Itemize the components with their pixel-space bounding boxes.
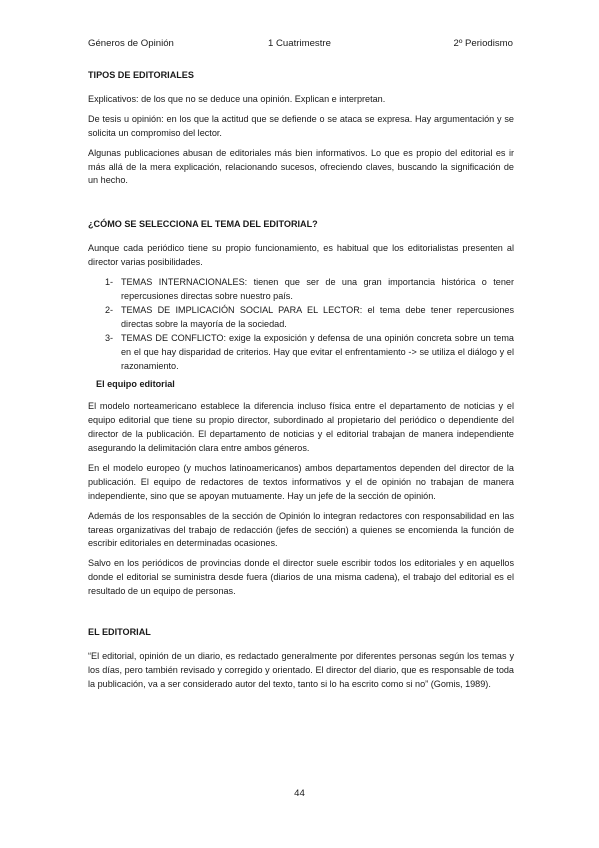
paragraph-modelo-norteamericano: El modelo norteamericano establece la diferencia incluso física entre el departamento de noticias y el equipo editorial que tiene su propio director, subordinado al propietario del periódico o dependiente del director de la publicación. El departamento de noticias y el editorial trabajan de manera independiente asegurando la delimitación clara entre ambos géneros. xyxy=(88,401,514,454)
list-item-number: 3- xyxy=(105,332,114,343)
list-item-text: TEMAS DE IMPLICACIÓN SOCIAL PARA EL LECTOR: el tema debe tener repercusiones directas sobre la mayoría de la sociedad. xyxy=(121,304,514,329)
paragraph-explicativos: Explicativos: de los que no se deduce una opinión. Explican e interpretan. xyxy=(88,93,386,104)
paragraph-como-intro: Aunque cada periódico tiene su propio funcionamiento, es habitual que los editorialistas presenten al director varias posibilidades. xyxy=(88,243,514,268)
list-item-number: 1- xyxy=(105,277,114,288)
list-item xyxy=(88,276,514,304)
header-term: 1 Cuatrimestre xyxy=(268,38,331,49)
topic-list xyxy=(88,276,514,373)
paragraph-responsables: Además de los responsables de la sección de Opinión lo integran redactores con responsabilidad en las tareas organizativas del trabajo de redacción (jefes de sección) a quienes se encomienda la función de escribir editoriales en determinadas ocasiones. xyxy=(88,510,514,549)
header-degree: 2º Periodismo xyxy=(453,38,513,49)
page-body xyxy=(88,69,514,692)
paragraph-modelo-europeo: En el modelo europeo (y muchos latinoamericanos) ambos departamentos dependen del director de la publicación. El equipo de redactores de textos informativos y el de opinión no trabajan de manera independiente, sino que se apoyan mutuamente. Hay un jefe de la sección de opinión. xyxy=(88,462,514,501)
list-item xyxy=(88,304,514,332)
heading-el-editorial: EL EDITORIAL xyxy=(88,627,151,638)
heading-tipos: TIPOS DE EDITORIALES xyxy=(88,70,194,80)
page-number: 44 xyxy=(294,788,305,799)
heading-como-selecciona: ¿CÓMO SE SELECCIONA EL TEMA DEL EDITORIAL? xyxy=(88,219,318,230)
header-course: Géneros de Opinión xyxy=(88,38,174,49)
paragraph-tesis: De tesis u opinión: en los que la actitud que se defiende o se ataca se expresa. Hay argumentación y se solicita un compromiso del lector. xyxy=(88,113,514,138)
paragraph-publicaciones: Algunas publicaciones abusan de editoriales más bien informativos. Lo que es propio del editorial es ir más allá de la mera explicación, relacionando sucesos, ofreciendo claves, buscando la significación de un hecho. xyxy=(88,147,514,186)
list-item-text: TEMAS DE CONFLICTO: exige la exposición y defensa de una opinión concreta sobre un tema en el que hay disparidad de criterios. Hay que evitar el enfrentamiento -> se utiliza el diálogo y el razonamiento. xyxy=(121,332,514,371)
list-item xyxy=(88,332,514,374)
paragraph-periodicos-provincias: Salvo en los periódicos de provincias donde el director suele escribir todos los editoriales y en aquellos donde el editorial se suministra desde fuera (diarios de una misma cadena), el trabajo del editorial es el resultado de un equipo de personas. xyxy=(88,558,514,597)
list-item-text: TEMAS INTERNACIONALES: tienen que ser de una gran importancia histórica o tener repercusiones directas sobre nuestro país. xyxy=(121,277,514,301)
paragraph-gomis-quote: “El editorial, opinión de un diario, es redactado generalmente por diferentes personas según los temas y los días, pero también revisado y corregido y orientado. El director del diario, que es responsable de toda la publicación, va a ser considerado autor del texto, tanto si lo ha escrito como si no” (Gomis, 1989). xyxy=(88,651,514,689)
list-item-number: 2- xyxy=(105,304,114,315)
subheading-equipo: El equipo editorial xyxy=(96,379,175,390)
